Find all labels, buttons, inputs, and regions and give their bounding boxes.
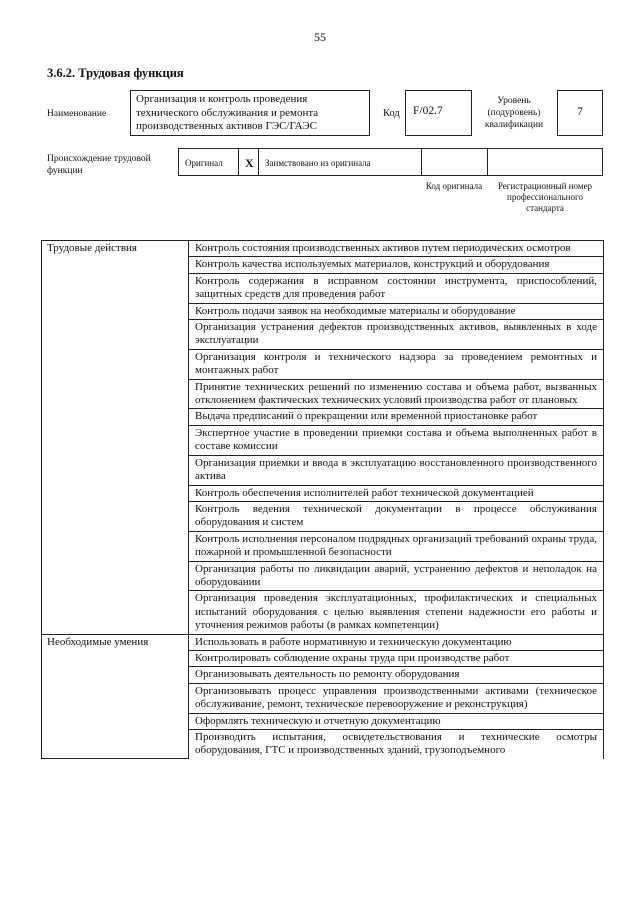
list-item: Организовывать деятельность по ремонту оборудования [189, 667, 604, 683]
origin-reg-cell [488, 149, 604, 175]
list-item: Контроль подачи заявок на необходимые материалы и оборудование [189, 303, 604, 319]
list-item: Организация контроля и технического надзора за проведением ремонтных и монтажных работ [189, 349, 604, 379]
table-row [42, 241, 604, 257]
list-item: Принятие технических решений по изменению состава и объема работ, вызванных отклонением фактических технических условий производства работ от плановых [189, 379, 604, 409]
list-item: Использовать в работе нормативную и техническую документацию [189, 634, 604, 650]
origin-borrowed-label: Заимствовано из оригинала [265, 158, 371, 168]
list-item: Контроль состояния производственных активов путем периодических осмотров [189, 241, 604, 257]
page-number: 55 [314, 30, 326, 44]
origin-borrowed-cell [259, 149, 422, 175]
origin-original-mark: X [245, 156, 254, 170]
list-item: Оформлять техническую и отчетную документацию [189, 713, 604, 729]
list-item: Контроль ведения технической документации в процессе обслуживания оборудования и систем [189, 501, 604, 531]
list-item: Организация проведения эксплуатационных, профилактических и специальных испытаний оборудования с целью выявления степени надежности его работы и уточнения режимов работы (в рамках компетенции) [189, 591, 604, 634]
table-row [42, 634, 604, 650]
list-item: Контроль качества используемых материалов, конструкций и оборудования [189, 257, 604, 273]
function-name-box: Организация и контроль проведения технического обслуживания и ремонта производственных активов ГЭС/ГАЭС [130, 90, 370, 136]
list-item: Организация приемки и ввода в эксплуатацию восстановленного производственного актива [189, 455, 604, 485]
name-label: Наименование [47, 109, 107, 119]
origin-original-cell [179, 149, 239, 175]
origin-original-label: Оригинал [185, 158, 223, 168]
code-value-box: F/02.7 [405, 90, 472, 136]
qualification-level-box: 7 [557, 90, 603, 136]
list-item: Контроль исполнения персоналом подрядных организаций требований охраны труда, пожарной и промышленной безопасности [189, 531, 604, 561]
code-label: Код [383, 108, 400, 119]
list-item: Контролировать соблюдение охраны труда при производстве работ [189, 650, 604, 666]
list-item: Организация работы по ликвидации аварий, устранению дефектов и неполадок на оборудовании [189, 561, 604, 591]
section-title-cell: Трудовые действия [42, 241, 189, 635]
list-item: Производить испытания, освидетельствования и технические осмотры оборудования, ГТС и производственных зданий, грузоподъемного [189, 730, 604, 759]
qualification-level-label: Уровень (подуровень) квалификации [484, 96, 544, 130]
function-details-table [41, 240, 604, 759]
section-title-cell: Необходимые умения [42, 634, 189, 759]
list-item: Контроль содержания в исправном состоянии инструмента, приспособлений, защитных средств для проведения работ [189, 273, 604, 303]
list-item: Организация устранения дефектов производственных активов, выявленных в ходе эксплуатации [189, 320, 604, 350]
origin-code-cell [422, 149, 488, 175]
list-item: Выдача предписаний о прекращении или временной приостановке работ [189, 409, 604, 425]
origin-label: Происхождение трудовой функции [47, 154, 151, 176]
list-item: Организовывать процесс управления производственными активами (техническое обслуживание, ремонт, техническое перевооружение и реконструкция) [189, 683, 604, 713]
section-title: 3.6.2. Трудовая функция [47, 66, 184, 80]
registration-number-caption: Регистрационный номер профессионального стандарта [497, 181, 593, 213]
origin-mark-cell [239, 149, 259, 175]
list-item: Контроль обеспечения исполнителей работ технической документацией [189, 485, 604, 501]
list-item: Экспертное участие в проведении приемки состава и объема выполненных работ в составе комиссии [189, 425, 604, 455]
original-code-caption: Код оригинала [425, 181, 483, 191]
origin-row [178, 148, 603, 176]
